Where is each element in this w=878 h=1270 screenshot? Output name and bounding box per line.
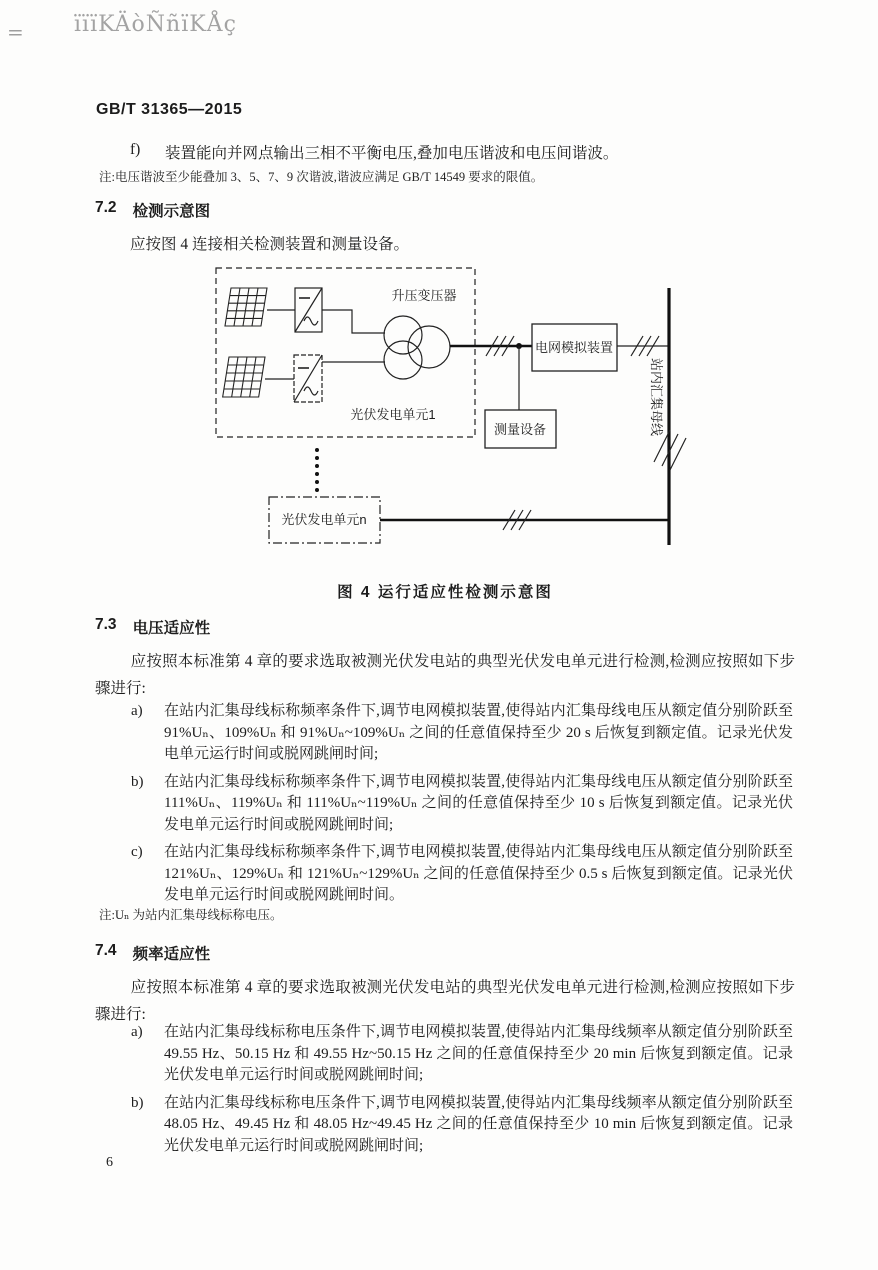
list-text: 在站内汇集母线标称频率条件下,调节电网模拟装置,使得站内汇集母线电压从额定值分别阶跃至 91%Uₙ、109%Uₙ 和 91%Uₙ~109%Uₙ 之间的任意值保持至少 20 s 后恢复到额定值。记录光伏发电单元运行时间或脱网跳闸时间; <box>164 703 793 762</box>
section-number: 7.4 <box>95 942 117 959</box>
list-text: 在站内汇集母线标称电压条件下,调节电网模拟装置,使得站内汇集母线频率从额定值分别阶跃至 49.55 Hz、50.15 Hz 和 49.55 Hz~50.15 Hz 之间的任意值保持至少 20 min 后恢复到额定值。记录光伏发电单元运行时间或脱网跳闸时间; <box>164 1024 793 1083</box>
list-item-f <box>130 141 800 163</box>
pv-panel-icon <box>225 288 267 326</box>
note-nominal-voltage: 注:Uₙ 为站内汇集母线标称电压。 <box>99 908 283 922</box>
section-7-4-list <box>131 1022 793 1163</box>
list-marker: c) <box>131 844 143 860</box>
section-heading-7-2 <box>95 199 210 221</box>
watermark-mark: = <box>7 20 24 44</box>
list-text: 在站内汇集母线标称频率条件下,调节电网模拟装置,使得站内汇集母线电压从额定值分别阶跃至 111%Uₙ、119%Uₙ 和 111%Uₙ~119%Uₙ 之间的任意值保持至少 10 s 后恢复到额定值。记录光伏发电单元运行时间或脱网跳闸时间; <box>164 773 793 833</box>
section-title: 频率适应性 <box>132 946 211 963</box>
section-7-4-intro: 应按照本标准第 4 章的要求选取被测光伏发电站的典型光伏发电单元进行检测,检测应按照如下步骤进行: <box>95 979 795 1023</box>
inverter-icon <box>294 355 322 402</box>
list-marker: a) <box>131 703 143 719</box>
list-marker: b) <box>131 773 144 790</box>
figure-caption: 图 4 运行适应性检测示意图 <box>337 584 553 601</box>
list-item <box>131 1022 793 1087</box>
section-number: 7.3 <box>95 616 117 633</box>
transformer-label: 升压变压器 <box>391 288 457 303</box>
section-7-2-intro: 应按图 4 连接相关检测装置和测量设备。 <box>130 236 410 253</box>
note-harmonics: 注:电压谐波至少能叠加 3、5、7、9 次谐波,谐波应满足 GB/T 14549 要求的限值。 <box>99 170 544 184</box>
inverter-icon <box>295 288 322 332</box>
figure-4-diagram <box>200 258 690 560</box>
section-heading-7-3 <box>95 616 210 638</box>
section-heading-7-4 <box>95 942 210 964</box>
wire <box>322 310 385 333</box>
list-marker: b) <box>131 1094 144 1111</box>
list-text: 装置能向并网点输出三相不平衡电压,叠加电压谐波和电压间谐波。 <box>165 145 619 162</box>
standard-code: GB/T 31365—2015 <box>96 101 243 118</box>
pv-panel-icon <box>223 357 265 397</box>
section-title: 检测示意图 <box>132 203 211 220</box>
list-item <box>131 1093 793 1158</box>
grid-simulator-label: 电网模拟装置 <box>534 340 614 355</box>
list-text: 在站内汇集母线标称频率条件下,调节电网模拟装置,使得站内汇集母线电压从额定值分别阶跃至 121%Uₙ、129%Uₙ 和 121%Uₙ~129%Uₙ 之间的任意值保持至少 0.5 s 后恢复到额定值。记录光伏发电单元运行时间或脱网跳闸时间。 <box>164 844 793 903</box>
busbar-label: 站内汇集母线 <box>649 358 664 437</box>
watermark-text: ïïïKÄòÑñïKÅç <box>74 12 237 37</box>
list-marker: f) <box>130 141 141 158</box>
ellipsis-dots <box>315 448 319 492</box>
section-number: 7.2 <box>95 199 117 216</box>
section-7-3-list <box>131 701 793 913</box>
section-title: 电压适应性 <box>132 620 211 637</box>
pv-unitn-label: 光伏发电单元n <box>281 512 367 527</box>
list-item <box>131 842 793 907</box>
transformer-icon <box>384 316 450 379</box>
list-text: 在站内汇集母线标称电压条件下,调节电网模拟装置,使得站内汇集母线频率从额定值分别阶跃至 48.05 Hz、49.45 Hz 和 48.05 Hz~49.45 Hz 之间的任意值保持至少 10 min 后恢复到额定值。记录光伏发电单元运行时间或脱网跳闸时间; <box>164 1094 793 1154</box>
page-number: 6 <box>106 1155 113 1170</box>
list-item <box>131 772 793 837</box>
list-item <box>131 701 793 766</box>
measure-device-label: 测量设备 <box>493 422 547 437</box>
section-7-3-intro: 应按照本标准第 4 章的要求选取被测光伏发电站的典型光伏发电单元进行检测,检测应按照如下步骤进行: <box>95 653 795 697</box>
list-marker: a) <box>131 1024 143 1040</box>
pv-unit1-label: 光伏发电单元1 <box>350 407 436 422</box>
